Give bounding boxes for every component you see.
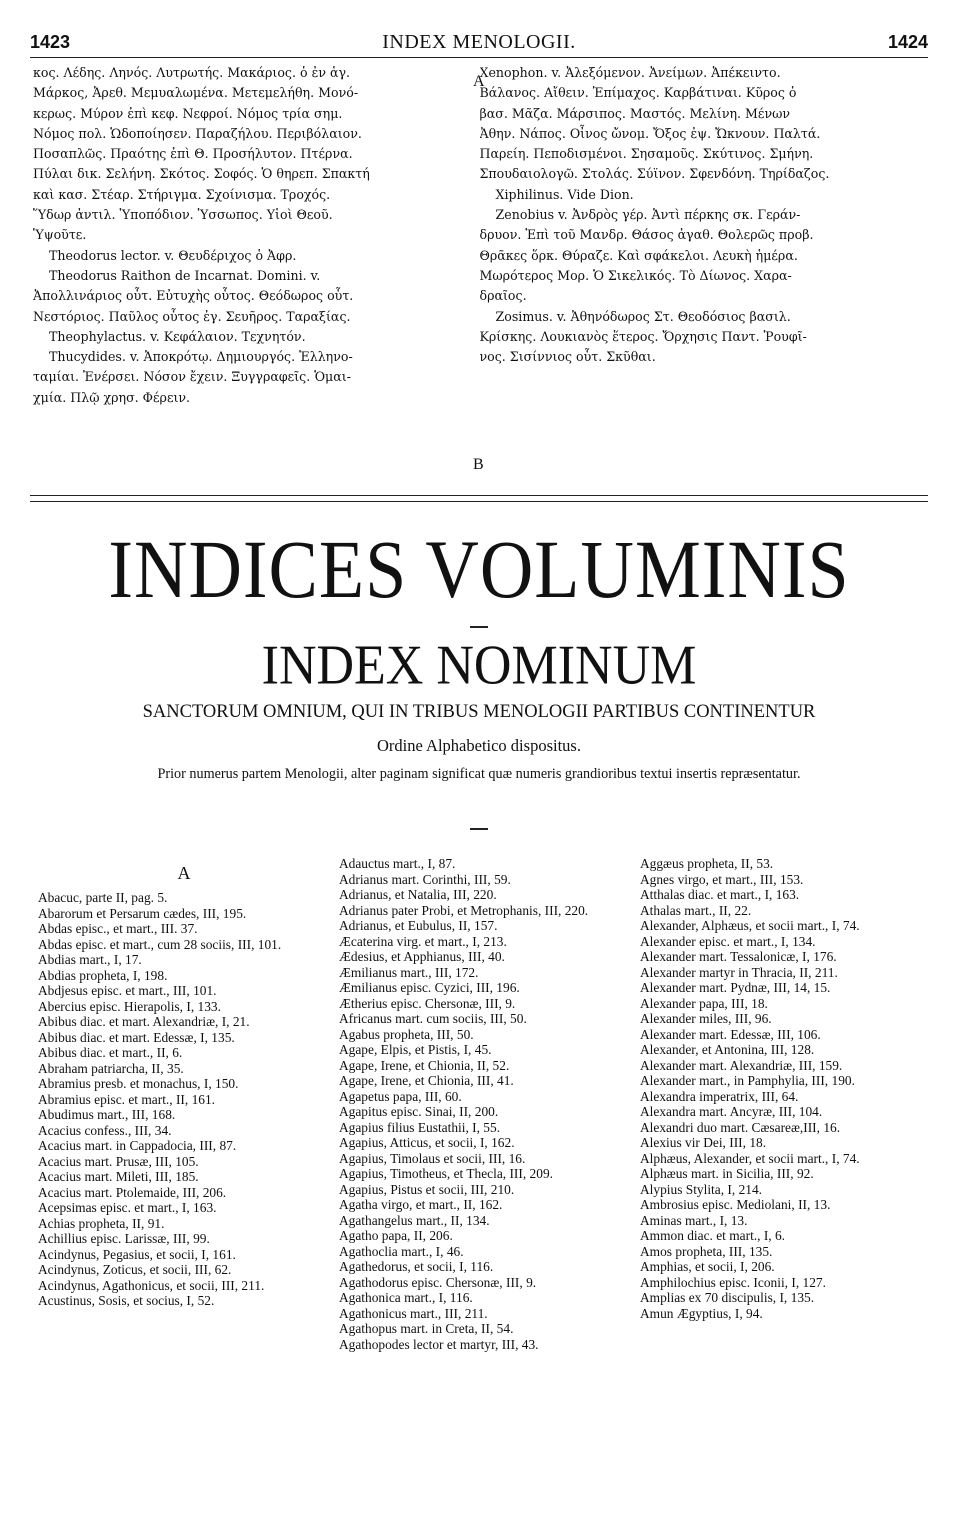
margin-letter-b: B (473, 456, 484, 473)
text-line: Πύλαι δικ. Σελήνη. Σκότος. Σοφός. Ὁ θηρεπ. Σπακτή (33, 166, 370, 182)
index-entry: Abacuc, parte II, pag. 5. (38, 890, 168, 905)
index-column-1-entries (38, 890, 330, 1309)
index-entry: Aggæus propheta, II, 53. (640, 856, 774, 871)
header-rule (30, 57, 928, 58)
index-entry: Adrianus, et Eubulus, II, 157. (339, 918, 498, 933)
index-entry: Agapius filius Eustathii, I, 55. (339, 1119, 501, 1135)
index-entry: Alphæus, Alexander, et socii mart., I, 74. (640, 1150, 860, 1166)
index-entry: Adrianus, et Natalia, III, 220. (339, 887, 497, 902)
index-entry: Adauctus mart., I, 87. (339, 856, 456, 871)
index-entry: Achias propheta, II, 91. (38, 1215, 165, 1231)
index-entry: Amos propheta, III, 135. (640, 1243, 773, 1259)
index-entry: Acepsimas episc. et mart., I, 163. (38, 1200, 217, 1215)
index-entry: Abarorum et Persarum cædes, III, 195. (38, 905, 247, 921)
text-line: χμία. Πλῷ χρησ. Φέρειν. (33, 389, 191, 405)
index-entry: Abdjesus episc. et mart., III, 101. (38, 983, 217, 998)
text-line: καὶ κασ. Στέαρ. Στήριγμα. Σχοίνισμα. Τροχός. (33, 186, 331, 202)
text-line: Μωρότερος Μορ. Ὁ Σικελικός. Τὸ Δίωνος. Χαρα- (479, 267, 792, 283)
title-dash (470, 626, 488, 628)
index-entry: Alexander miles, III, 96. (640, 1011, 772, 1026)
text-line: Παρείη. Πεποδισμένοι. Σησαμοῦς. Σκύτινος. Σμήνη. (479, 146, 814, 162)
index-entry: Abraham patriarcha, II, 35. (38, 1060, 184, 1076)
index-entry: Agapius, Timolaus et socii, III, 16. (339, 1150, 526, 1166)
index-columns (38, 856, 932, 1352)
index-entry: Abdias mart., I, 17. (38, 952, 142, 967)
text-line: Zosimus. v. Ἀθηνόδωρος Στ. Θεοδόσιος βασιλ. (495, 308, 791, 324)
text-line: Thucydides. v. Ἀποκρότῳ. Δημιουργός. Ἑλληνο- (49, 349, 353, 365)
text-line: Ποσαπλῶς. Πραότης ἐπὶ Θ. Προσήλυτον. Πτέρνα. (33, 146, 353, 162)
index-entry: Athalas mart., II, 22. (640, 902, 752, 918)
index-entry: Agnes virgo, et mart., III, 153. (640, 871, 804, 887)
text-line: Theophylactus. v. Κεφάλαιον. Τεχνητόν. (49, 328, 306, 344)
text-line: νος. Σισίννιος οὗτ. Σκῦθαι. (479, 349, 656, 365)
numbering-note: Prior numerus partem Menologii, alter paginam significat quæ numeris grandioribus textui insertis repræsentatur. (157, 766, 801, 782)
index-column-3-entries (640, 856, 932, 1321)
text-line: Theodorus lector. v. Θευδέριχος ὁ Ἀφρ. (49, 247, 297, 263)
note-dash (470, 828, 488, 830)
index-entry: Amphilochius episc. Iconii, I, 127. (640, 1274, 826, 1290)
index-entry: Alexander mart. Alexandriæ, III, 159. (640, 1057, 843, 1073)
section-double-rule (30, 495, 928, 502)
index-entry: Abdas episc. et mart., cum 28 sociis, III, 101. (38, 936, 282, 952)
index-entry: Abramius episc. et mart., II, 161. (38, 1091, 216, 1107)
index-entry: Acindynus, Pegasius, et socii, I, 161. (38, 1246, 236, 1262)
index-entry: Alypius Stylita, I, 214. (640, 1181, 763, 1197)
index-entry: Agathangelus mart., II, 134. (339, 1212, 490, 1228)
index-entry: Acacius mart. in Cappadocia, III, 87. (38, 1138, 237, 1153)
index-entry: Africanus mart. cum sociis, III, 50. (339, 1011, 527, 1026)
text-line: Xenophon. v. Ἀλεξόμενον. Ἀνείμων. Ἀπέκειντο. (479, 65, 781, 80)
index-entry: Alexander, et Antonina, III, 128. (640, 1042, 815, 1057)
text-line: δραῖος. (479, 288, 527, 304)
index-entry: Acacius confess., III, 34. (38, 1122, 172, 1138)
text-line: Xiphilinus. Vide Dion. (495, 186, 634, 202)
text-line: Ἀπολλινάριος οὗτ. Εὐτυχὴς οὗτος. Θεόδωρος οὗτ. (33, 288, 354, 304)
text-line: κος. Λέδης. Ληνός. Λυτρωτής. Μακάριος. ὁ ἐν ἁγ. (33, 65, 351, 80)
index-entry: Ætherius episc. Chersonæ, III, 9. (339, 995, 516, 1011)
index-entry: Alexander, Alphæus, et socii mart., I, 74. (640, 918, 860, 933)
text-line: Theodorus Raithon de Incarnat. Domini. v. (49, 267, 321, 283)
top-text-columns (33, 63, 926, 485)
top-right-column (480, 63, 927, 485)
index-entry: Acacius mart. Ptolemaide, III, 206. (38, 1184, 227, 1200)
index-entry: Abdias propheta, I, 198. (38, 967, 168, 983)
index-entry: Acustinus, Sosis, et socius, I, 52. (38, 1293, 215, 1308)
index-entry: Agathonicus mart., III, 211. (339, 1305, 488, 1321)
index-entry: Agapetus papa, III, 60. (339, 1088, 462, 1104)
index-entry: Alexandra mart. Ancyræ, III, 104. (640, 1104, 823, 1119)
index-entry: Alexander martyr in Thracia, II, 211. (640, 964, 838, 980)
index-entry: Acacius mart. Mileti, III, 185. (38, 1169, 199, 1184)
index-entry: Alexius vir Dei, III, 18. (640, 1135, 767, 1150)
index-entry: Acacius mart. Prusæ, III, 105. (38, 1153, 199, 1169)
running-title: INDEX MENOLOGII. (382, 30, 576, 53)
index-entry: Agape, Irene, et Chionia, III, 41. (339, 1073, 514, 1088)
index-entry: Agape, Elpis, et Pistis, I, 45. (339, 1042, 492, 1057)
index-entry: Alexander mart., in Pamphylia, III, 190. (640, 1073, 855, 1088)
index-entry: Alexander papa, III, 18. (640, 995, 768, 1011)
index-entry: Agathodorus episc. Chersonæ, III, 9. (339, 1274, 537, 1290)
text-line: Βάλανος. Αἴθειν. Ἐπίμαχος. Καρβάτιναι. Κῦρος ὁ (479, 85, 797, 101)
right-page-number: 1424 (887, 31, 928, 52)
index-entry: Ambrosius episc. Mediolani, II, 13. (640, 1197, 831, 1212)
text-line: Νόμος πολ. Ὡδοποίησεν. Παραζήλου. Περιβόλαιον. (33, 125, 362, 141)
text-line: ταμίαι. Ἐνέρσει. Νόσον ἔχειν. Ξυγγραφεῖς. Ὁμαι- (33, 369, 351, 385)
index-entry: Agapius, Timotheus, et Thecla, III, 209. (339, 1166, 553, 1181)
sub-title: INDEX NOMINUM (261, 634, 697, 697)
index-entry: Agape, Irene, et Chionia, II, 52. (339, 1057, 510, 1073)
index-entry: Æmilianus mart., III, 172. (339, 964, 479, 980)
text-line: Νεστόριος. Παῦλος οὗτος ἐγ. Σευῆρος. Ταραξίας. (33, 308, 351, 324)
margin-letter-a: A (473, 73, 485, 90)
index-entry: Alexander mart. Edessæ, III, 106. (640, 1026, 821, 1042)
index-entry: Abramius presb. et monachus, I, 150. (38, 1076, 239, 1091)
index-entry: Agapius, Pistus et socii, III, 210. (339, 1181, 515, 1197)
index-entry: Abibus diac. et mart. Edessæ, I, 135. (38, 1029, 235, 1045)
index-entry: Amun Ægyptius, I, 94. (640, 1305, 763, 1321)
index-entry: Abdas episc., et mart., III. 37. (38, 921, 198, 936)
text-line: Ὑψοῦτε. (33, 227, 87, 243)
index-entry: Alphæus mart. in Sicilia, III, 92. (640, 1166, 814, 1181)
index-entry: Agathopodes lector et martyr, III, 43. (339, 1336, 539, 1352)
text-line: Σπουδαιολογῶ. Στολάς. Σύϊνον. Σφενδόνη. Τηρίδαζος. (479, 166, 830, 182)
index-entry: Abibus diac. et mart., II, 6. (38, 1045, 183, 1060)
index-entry: Agatha virgo, et mart., II, 162. (339, 1197, 503, 1212)
text-line: βασ. Μᾶζα. Μάρσιπος. Μαστός. Μελίνη. Μένων (479, 105, 791, 121)
text-line: Zenobius v. Ἀνδρὸς γέρ. Ἀντὶ πέρκης σκ. Γεράν- (495, 207, 801, 223)
index-entry: Abercius episc. Hierapolis, I, 133. (38, 998, 221, 1014)
index-entry: Agatho papa, II, 206. (339, 1228, 453, 1243)
text-line: Ὕδωρ ἀντιλ. Ὑποπόδιον. Ὑσσωπος. Υἱοὶ Θεοῦ. (33, 207, 333, 223)
index-entry: Alexander mart. Pydnæ, III, 14, 15. (640, 980, 831, 995)
index-entry: Agabus propheta, III, 50. (339, 1026, 474, 1042)
index-entry: Atthalas diac. et mart., I, 163. (640, 887, 800, 902)
index-entry: Alexander episc. et mart., I, 134. (640, 933, 816, 949)
index-entry: Agapitus episc. Sinai, II, 200. (339, 1104, 499, 1119)
index-entry: Agathonica mart., I, 116. (339, 1290, 473, 1305)
index-entry: Acindynus, Zoticus, et socii, III, 62. (38, 1262, 232, 1277)
text-line: Ἀθην. Νάπος. Οἶνος ὤνομ. Ὄξος ἐψ. Ὤκνουν. Παλτά. (479, 125, 821, 141)
index-entry: Agathoclia mart., I, 46. (339, 1243, 464, 1259)
index-entry: Alexander mart. Tessalonicæ, I, 176. (640, 949, 837, 964)
running-head (30, 30, 928, 54)
index-entry: Ammon diac. et mart., I, 6. (640, 1228, 786, 1243)
index-column-3 (640, 856, 932, 1352)
index-entry: Adrianus mart. Corinthi, III, 59. (339, 871, 511, 887)
index-entry: Agathopus mart. in Creta, II, 54. (339, 1321, 514, 1336)
index-entry: Abudimus mart., III, 168. (38, 1107, 176, 1122)
index-entry: Amplias ex 70 discipulis, I, 135. (640, 1290, 815, 1305)
index-entry: Agathedorus, et socii, I, 116. (339, 1259, 494, 1274)
index-entry: Acindynus, Agathonicus, et socii, III, 211. (38, 1277, 265, 1293)
index-caption: SANCTORUM OMNIUM, QUI IN TRIBUS MENOLOGII PARTIBUS CONTINENTUR (142, 702, 816, 722)
index-entry: Æcaterina virg. et mart., I, 213. (339, 933, 507, 949)
top-left-column (33, 63, 480, 485)
index-entry: Æmilianus episc. Cyzici, III, 196. (339, 980, 520, 995)
index-column-2 (339, 856, 631, 1352)
index-entry: Ædesius, et Apphianus, III, 40. (339, 949, 505, 964)
index-entry: Achillius episc. Larissæ, III, 99. (38, 1231, 210, 1246)
text-line: Μάρκος, Ἀρεθ. Μεμυαλωμένα. Μετεμελήθη. Μονό- (33, 85, 359, 101)
index-entry: Aminas mart., I, 13. (640, 1212, 748, 1228)
index-entry: Adrianus pater Probi, et Metrophanis, III, 220. (339, 902, 589, 918)
text-line: Θρᾶκες ὅρκ. Θύραζε. Καὶ σφάκελοι. Λευκὴ ἡμέρα. (479, 247, 798, 263)
index-entry: Agapius, Atticus, et socii, I, 162. (339, 1135, 515, 1150)
text-line: Κρίσκης. Λουκιανὸς ἕτερος. Ὄρχησις Παντ. Ῥουφῖ- (479, 328, 807, 344)
index-entry: Alexandri duo mart. Cæsareæ,III, 16. (640, 1119, 841, 1135)
main-title: INDICES VOLUMINIS (108, 524, 850, 616)
left-page-number: 1423 (30, 31, 71, 52)
index-entry: Abibus diac. et mart. Alexandriæ, I, 21. (38, 1014, 250, 1029)
text-line: κερως. Μύρον ἐπὶ κεφ. Νεφροί. Νόμος τρία σημ. (33, 105, 343, 121)
text-line: δρυον. Ἐπὶ τοῦ Μανδρ. Θάσος ἀγαθ. Θολερῶς προβ. (479, 227, 814, 243)
index-entry: Amphias, et socii, I, 206. (640, 1259, 775, 1274)
index-column-2-entries (339, 856, 631, 1352)
index-entry: Alexandra imperatrix, III, 64. (640, 1088, 799, 1104)
index-column-1 (38, 856, 330, 1352)
index-letter-heading: A (177, 863, 191, 883)
order-note: Ordine Alphabetico dispositus. (377, 736, 581, 755)
